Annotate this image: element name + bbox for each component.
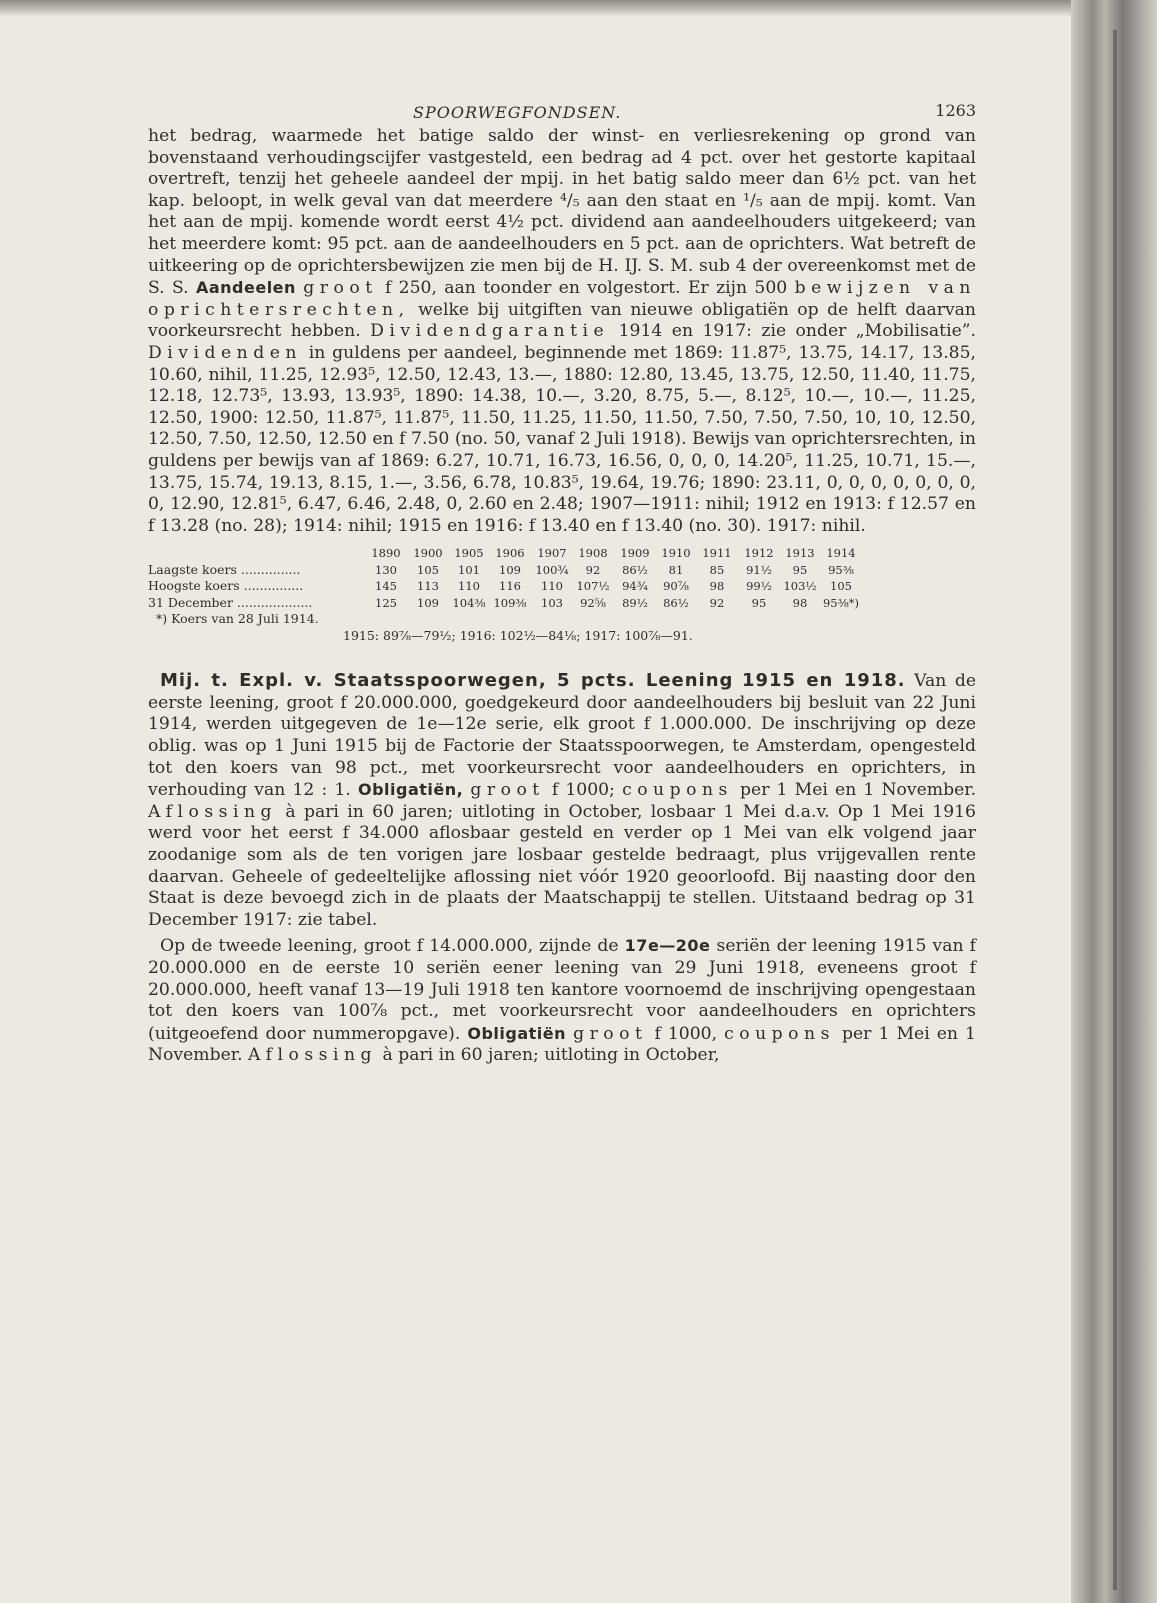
running-head — [148, 96, 976, 126]
koers-row-december — [148, 595, 976, 612]
intro-paragraph: het bedrag, waarmede het batige saldo der winst- en verliesrekening op grond van bovenstaand verhoudingscijfer vastgesteld, een bedrag ad 4 pct. over het gestorte kapitaal overtreft, tenzij het geheele aandeel der mpij. in het batig saldo meer dan 6½ pct. van het kap. beloopt, in welk geval van dat meerdere ⁴/₅ aan den staat en ¹/₅ aan de mpij. komt. Van het aan de mpij. komende wordt eerst 4½ pct. dividend aan aandeelhouders uitgekeerd; van het meerdere komt: 95 pct. aan de aandeelhouders en 5 pct. aan de oprichters. Wat betreft de uitkeering op de oprichtersbewijzen zie men bij de H. IJ. S. M. sub 4 der overeenkomst met de S. S. Aandeelen groot f 250, aan toonder en volgestort. Er zijn 500 bewijzen van oprichtersrechten, welke bij uitgiften van nieuwe obligatiën op de helft daarvan voorkeursrecht hebben. Dividendgarantie 1914 en 1917: zie onder „Mobilisatie”. Dividenden in guldens per aandeel, beginnende met 1869: 11.87⁵, 13.75, 14.17, 13.85, 10.60, nihil, 11.25, 12.93⁵, 12.50, 12.43, 13.—, 1880: 12.80, 13.45, 13.75, 12.50, 11.40, 11.75, 12.18, 12.73⁵, 13.93, 13.93⁵, 1890: 14.38, 10.—, 3.20, 8.75, 5.—, 8.12⁵, 10.—, 10.—, 11.25, 12.50, 1900: 12.50, 11.87⁵, 11.87⁵, 11.50, 11.25, 11.50, 11.50, 7.50, 7.50, 7.50, 10, 10, 12.50, 12.50, 7.50, 12.50, 12.50 en f 7.50 (no. 50, vanaf 2 Juli 1918). Bewijs van oprichtersrechten, in guldens per bewijs van af 1869: 6.27, 10.71, 16.73, 16.56, 0, 0, 0, 14.20⁵, 11.25, 10.71, 15.—, 13.75, 15.74, 19.13, 8.15, 1.—, 3.56, 6.78, 10.83⁵, 19.64, 19.76; 1890: 23.11, 0, 0, 0, 0, 0, 0, 0, 0, 12.90, 12.81⁵, 6.47, 6.46, 2.48, 0, 2.60 en 2.48; 1907—1911: nihil; 1912 en 1913: f 12.57 en f 13.28 (no. 28); 1914: nihil; 1915 en 1916: f 13.40 en f 13.40 (no. 30). 1917: nihil. — [148, 126, 976, 536]
koers-cell: 101 — [458, 562, 480, 577]
koers-cell: 105 — [417, 562, 439, 577]
koers-year: 1910 — [661, 546, 691, 561]
section-heading-years: 1915 en 1918. — [741, 670, 906, 692]
page-number: 1263 — [935, 101, 976, 120]
page-top-shadow — [0, 0, 1157, 16]
koers-years-row — [148, 545, 976, 562]
koers-cell: 95 — [792, 562, 808, 577]
koers-row-hoogste — [148, 578, 976, 595]
koers-year: 1913 — [785, 546, 815, 561]
koers-cell: 104⅜ — [452, 595, 486, 610]
section-heading: Mij. t. Expl. v. Staatsspoorwegen, 5 pcts. Leening — [160, 670, 734, 692]
koers-cell: 99½ — [746, 579, 772, 594]
koers-year: 1905 — [454, 546, 484, 561]
koers-year: 1911 — [702, 546, 732, 561]
koers-cell: 130 — [375, 562, 397, 577]
koers-cell: 89½ — [622, 595, 648, 610]
koers-cell: 86½ — [663, 595, 689, 610]
obligatien-heading: Obligatiën, — [357, 780, 464, 800]
koers-cell: 98 — [792, 595, 808, 610]
koers-cell: 109 — [499, 562, 521, 577]
koers-year: 1908 — [578, 546, 608, 561]
koers-cell: 98 — [709, 579, 725, 594]
koers-year: 1909 — [620, 546, 650, 561]
koers-cell: 109 — [417, 595, 439, 610]
obligatien-heading: Obligatiën — [467, 1023, 566, 1043]
aandeelen-heading: Aandeelen — [195, 278, 296, 298]
koers-row-laagste — [148, 562, 976, 579]
koers-table — [148, 545, 976, 644]
koers-year: 1906 — [495, 546, 525, 561]
koers-year: 1914 — [826, 546, 856, 561]
koers-cell: 110 — [458, 579, 480, 594]
koers-cell: 94¾ — [622, 579, 648, 594]
koers-cell: 86½ — [622, 562, 648, 577]
koers-cell: 125 — [375, 595, 397, 610]
koers-row-label: 31 December ................... — [148, 594, 313, 610]
page-content — [148, 96, 976, 1067]
koers-cell: 85 — [709, 562, 725, 577]
running-head-title: SPOORWEGFONDSEN. — [413, 103, 622, 122]
binding-strip — [1113, 30, 1117, 1590]
koers-ranges: 1915: 89⅞—79½; 1916: 102½—84⅛; 1917: 100⅞—91. — [343, 627, 693, 643]
koers-row-label: Laagste koers ............... — [148, 561, 301, 577]
loan-section — [148, 670, 976, 1067]
koers-cell: 91½ — [746, 562, 772, 577]
koers-cell: 92 — [709, 595, 725, 610]
koers-row-label: Hoogste koers ............... — [148, 578, 304, 594]
loan-paragraph-2: Op de tweede leening, groot f 14.000.000, zijnde de 17e—20e seriën der leening 1915 van f 20.000.000 en de eerste 10 seriën eener leening van 29 Juni 1918, eveneens groot f 20.000.000, heeft vanaf 13—19 Juli 1918 ten kantore voornoemd de inschrijving opengestaan tot den koers van 100⅞ pct., met voorkeursrecht voor aandeelhouders en oprichters (uitgeoefend door nummeropgave). Obligatiën groot f 1000, coupons per 1 Mei en 1 November. Aflossing à pari in 60 jaren; uitloting in October, — [148, 936, 976, 1066]
koers-cell: 105 — [830, 579, 852, 594]
loan-paragraph-1: Mij. t. Expl. v. Staatsspoorwegen, 5 pcts. Leening 1915 en 1918. Van de eerste leening, groot f 20.000.000, goedgekeurd door aandeelhouders bij besluit van 22 Juni 1914, werden uitgegeven de 1e—12e serie, elk groot f 1.000.000. De inschrijving op deze oblig. was op 1 Juni 1915 bij de Factorie der Staatsspoorwegen, te Amsterdam, opengesteld tot den koers van 98 pct., met voorkeursrecht voor aandeelhouders en oprichters, in verhouding van 12 : 1. Obligatiën, groot f 1000; coupons per 1 Mei en 1 November. Aflossing à pari in 60 jaren; uitloting in October, losbaar 1 Mei d.a.v. Op 1 Mei 1916 werd voor het eerst f 34.000 aflosbaar gesteld en verder op 1 Mei van elk volgend jaar zoodanige som als de ten vorigen jare losbaar gestelde bedraagt, plus vrijgevallen rente daarvan. Geheele of gedeeltelijke aflossing niet vóór 1920 geoorloofd. Bij naasting door den Staat is deze bevoegd zich in de plaats der Maatschappij te stellen. Uitstaand bedrag op 31 December 1917: zie tabel. — [148, 670, 977, 930]
koers-cell: 95⅜ — [828, 562, 854, 577]
koers-cell: 90⅞ — [663, 579, 689, 594]
koers-year: 1890 — [371, 546, 401, 561]
koers-cell: 92⅝ — [580, 595, 606, 610]
koers-cell: 100¾ — [535, 562, 569, 577]
koers-cell: 81 — [668, 562, 684, 577]
koers-cell: 116 — [499, 579, 521, 594]
koers-cell: 95 — [751, 595, 767, 610]
koers-year: 1900 — [413, 546, 443, 561]
koers-year: 1907 — [537, 546, 567, 561]
koers-cell: 92 — [585, 562, 601, 577]
koers-cell: 145 — [375, 579, 397, 594]
koers-cell: 95⅜*) — [822, 595, 860, 610]
series-heading: 17e—20e — [624, 936, 711, 956]
koers-footnote: *) Koers van 28 Juli 1914. — [156, 611, 319, 627]
koers-cell: 103 — [541, 595, 563, 610]
koers-cell: 113 — [417, 579, 439, 594]
koers-cell: 109⅜ — [493, 595, 527, 610]
koers-cell: 103½ — [783, 579, 817, 594]
koers-cell: 107½ — [576, 579, 610, 594]
koers-cell: 110 — [541, 579, 563, 594]
koers-year: 1912 — [744, 546, 774, 561]
